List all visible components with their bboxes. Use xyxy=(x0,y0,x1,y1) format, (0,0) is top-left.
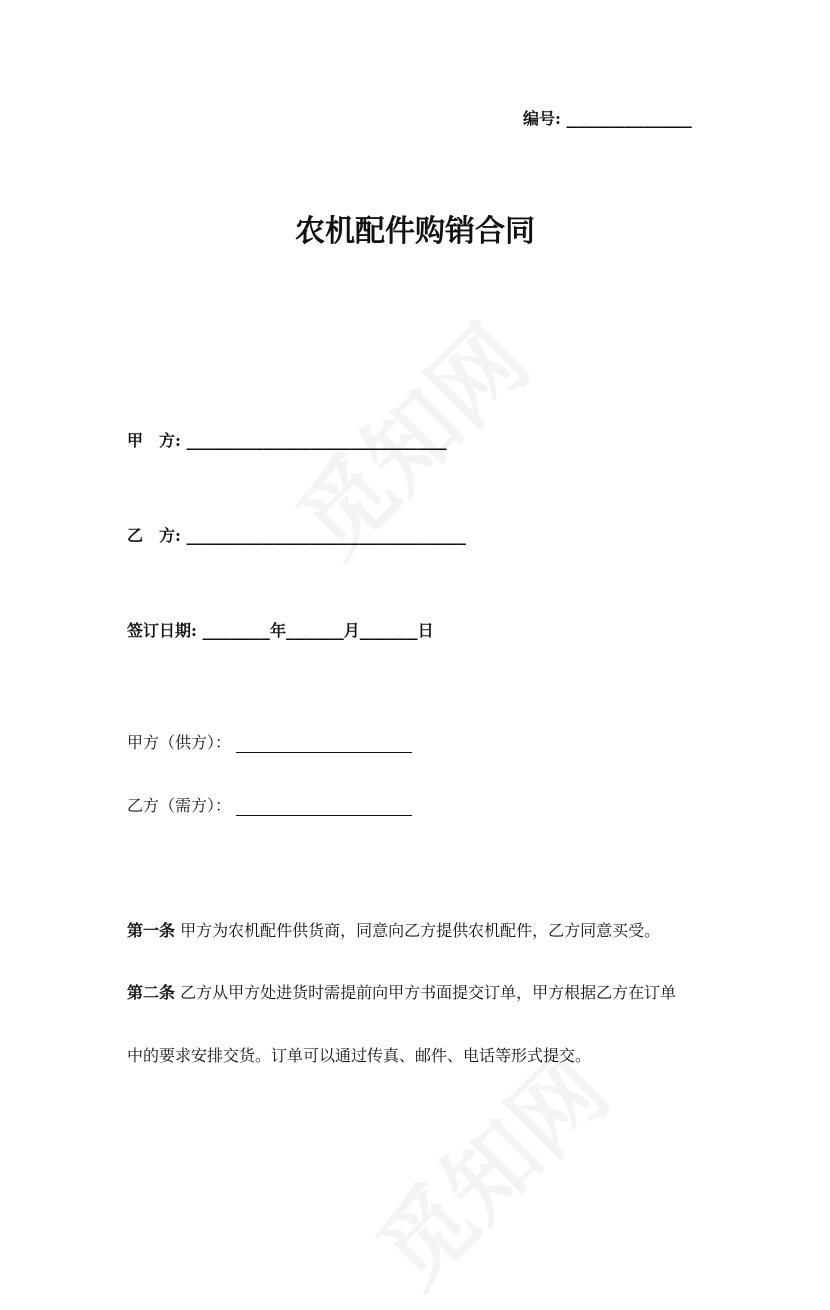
party-b-blank: _____________________________ xyxy=(186,526,466,545)
party-b-label: 乙 方: xyxy=(127,526,181,545)
month-blank: ______ xyxy=(285,621,344,640)
day-label: 日 xyxy=(417,621,434,640)
buyer-line xyxy=(127,793,412,816)
supplier-line xyxy=(127,730,412,753)
year-blank: _______ xyxy=(202,621,270,640)
buyer-label: 乙方（需方）： xyxy=(127,796,232,815)
clause-2-line-1 xyxy=(127,980,676,1003)
clause-1-heading: 第一条 xyxy=(127,921,176,940)
clause-2-heading: 第二条 xyxy=(127,983,176,1002)
clause-1 xyxy=(127,918,660,941)
day-blank: ______ xyxy=(359,621,418,640)
clause-2-line-2: 中的要求安排交货。订单可以通过传真、邮件、电话等形式提交。 xyxy=(127,1046,592,1065)
supplier-label: 甲方（供方）： xyxy=(127,733,232,752)
party-a-line xyxy=(127,428,447,451)
clause-2-text-line-1: 乙方从甲方处进货时需提前向甲方书面提交订单，甲方根据乙方在订单 xyxy=(180,983,677,1002)
clause-1-text: 甲方为农机配件供货商，同意向乙方提供农机配件，乙方同意买受。 xyxy=(180,921,661,940)
contract-number xyxy=(523,106,692,129)
buyer-signature-line xyxy=(236,799,412,816)
party-b-line xyxy=(127,523,466,546)
party-a-label: 甲 方: xyxy=(127,431,181,450)
sign-date-line xyxy=(127,618,434,641)
year-label: 年 xyxy=(269,621,286,640)
sign-date-label: 签订日期: xyxy=(127,621,197,640)
contract-number-blank: _____________ xyxy=(566,109,692,128)
month-label: 月 xyxy=(343,621,360,640)
supplier-signature-line xyxy=(236,736,412,753)
contract-number-label: 编号: xyxy=(523,109,561,128)
party-a-blank: ___________________________ xyxy=(186,431,447,450)
document-title: 农机配件购销合同 xyxy=(295,214,535,249)
